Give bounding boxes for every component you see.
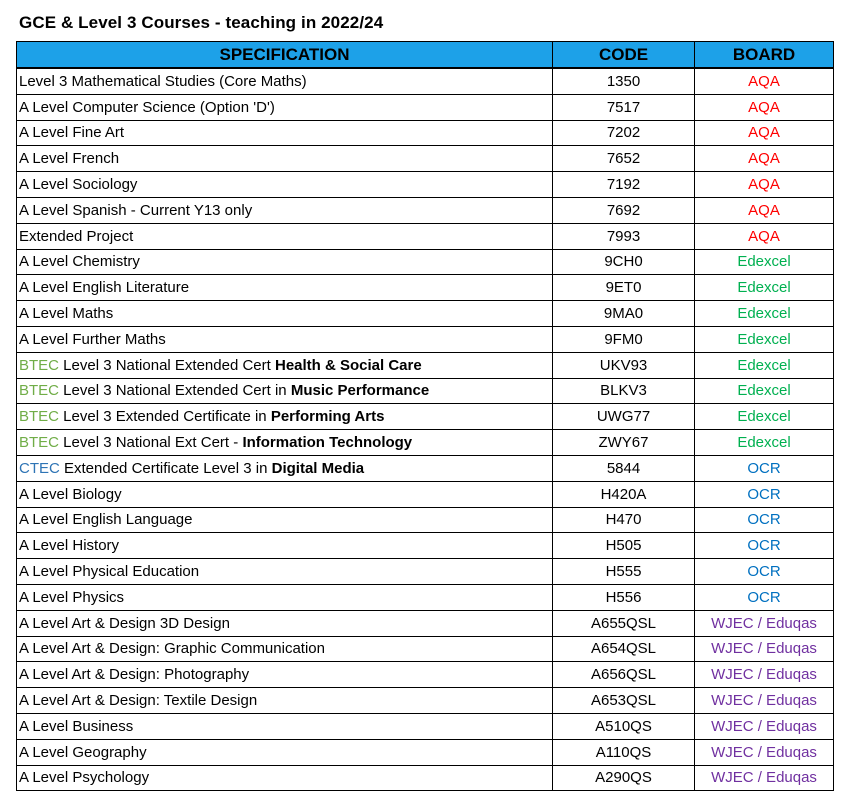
spec-cell bbox=[17, 481, 553, 507]
board-cell: AQA bbox=[695, 120, 834, 146]
spec-text: A Level Computer Science (Option 'D') bbox=[19, 98, 275, 116]
board-cell: AQA bbox=[695, 197, 834, 223]
spec-cell bbox=[17, 636, 553, 662]
spec-cell bbox=[17, 688, 553, 714]
board-cell: AQA bbox=[695, 94, 834, 120]
code-cell: 7202 bbox=[553, 120, 695, 146]
code-cell: 7692 bbox=[553, 197, 695, 223]
spec-cell bbox=[17, 94, 553, 120]
spec-subject-bold: Music Performance bbox=[290, 382, 430, 400]
spec-text: Level 3 Mathematical Studies (Core Maths) bbox=[19, 72, 307, 90]
code-cell: H556 bbox=[553, 584, 695, 610]
spec-text: A Level Art & Design: Photography bbox=[19, 666, 250, 684]
courses-table bbox=[16, 41, 834, 791]
spec-cell bbox=[17, 326, 553, 352]
code-cell: 7993 bbox=[553, 223, 695, 249]
qualification-prefix: BTEC bbox=[19, 408, 60, 426]
spec-text: A Level Psychology bbox=[19, 769, 150, 787]
code-cell: A655QSL bbox=[553, 610, 695, 636]
board-cell: Edexcel bbox=[695, 326, 834, 352]
board-cell: OCR bbox=[695, 507, 834, 533]
code-cell: ZWY67 bbox=[553, 430, 695, 456]
code-cell: UWG77 bbox=[553, 404, 695, 430]
board-cell: WJEC / Eduqas bbox=[695, 662, 834, 688]
spec-cell bbox=[17, 584, 553, 610]
table-row bbox=[17, 739, 834, 765]
code-cell: A510QS bbox=[553, 713, 695, 739]
board-cell: AQA bbox=[695, 68, 834, 94]
table-row bbox=[17, 430, 834, 456]
code-cell: 7192 bbox=[553, 172, 695, 198]
board-cell: WJEC / Eduqas bbox=[695, 610, 834, 636]
spec-text: A Level Geography bbox=[19, 743, 147, 761]
spec-cell bbox=[17, 172, 553, 198]
board-cell: AQA bbox=[695, 146, 834, 172]
table-header-row bbox=[17, 42, 834, 69]
table-row bbox=[17, 559, 834, 585]
board-cell: WJEC / Eduqas bbox=[695, 636, 834, 662]
spec-text: A Level Fine Art bbox=[19, 124, 125, 142]
code-cell: 9CH0 bbox=[553, 249, 695, 275]
board-cell: Edexcel bbox=[695, 249, 834, 275]
header-code: CODE bbox=[553, 42, 695, 69]
board-cell: AQA bbox=[695, 172, 834, 198]
spec-cell bbox=[17, 430, 553, 456]
table-row bbox=[17, 584, 834, 610]
qualification-prefix: BTEC bbox=[19, 434, 60, 452]
board-cell: WJEC / Eduqas bbox=[695, 688, 834, 714]
table-row bbox=[17, 378, 834, 404]
table-row bbox=[17, 301, 834, 327]
code-cell: 9FM0 bbox=[553, 326, 695, 352]
board-cell: Edexcel bbox=[695, 430, 834, 456]
spec-subject-bold: Digital Media bbox=[271, 459, 365, 477]
spec-text: A Level Further Maths bbox=[19, 330, 166, 348]
spec-text: A Level French bbox=[19, 150, 120, 168]
board-cell: OCR bbox=[695, 455, 834, 481]
board-cell: Edexcel bbox=[695, 301, 834, 327]
spec-text: A Level Business bbox=[19, 717, 134, 735]
code-cell: UKV93 bbox=[553, 352, 695, 378]
spec-text: Extended Project bbox=[19, 227, 134, 245]
board-cell: AQA bbox=[695, 223, 834, 249]
spec-text: A Level Sociology bbox=[19, 176, 138, 194]
table-row bbox=[17, 68, 834, 94]
spec-cell bbox=[17, 352, 553, 378]
table-row bbox=[17, 172, 834, 198]
spec-cell bbox=[17, 301, 553, 327]
table-row bbox=[17, 765, 834, 791]
code-cell: 7517 bbox=[553, 94, 695, 120]
qualification-prefix: BTEC bbox=[19, 356, 60, 374]
table-row bbox=[17, 249, 834, 275]
spec-cell bbox=[17, 713, 553, 739]
qualification-prefix: BTEC bbox=[19, 382, 60, 400]
board-cell: Edexcel bbox=[695, 352, 834, 378]
board-cell: WJEC / Eduqas bbox=[695, 739, 834, 765]
spec-cell bbox=[17, 223, 553, 249]
code-cell: 1350 bbox=[553, 68, 695, 94]
spec-cell bbox=[17, 275, 553, 301]
table-row bbox=[17, 713, 834, 739]
spec-text: Level 3 National Extended Cert bbox=[59, 356, 275, 374]
table-row bbox=[17, 507, 834, 533]
table-row bbox=[17, 275, 834, 301]
spec-subject-bold: Performing Arts bbox=[270, 408, 385, 426]
table-row bbox=[17, 636, 834, 662]
table-row bbox=[17, 481, 834, 507]
spec-text: A Level Art & Design 3D Design bbox=[19, 614, 230, 632]
board-cell: OCR bbox=[695, 584, 834, 610]
code-cell: H505 bbox=[553, 533, 695, 559]
spec-cell bbox=[17, 559, 553, 585]
spec-cell bbox=[17, 765, 553, 791]
board-cell: WJEC / Eduqas bbox=[695, 765, 834, 791]
table-row bbox=[17, 146, 834, 172]
code-cell: H555 bbox=[553, 559, 695, 585]
table-row bbox=[17, 223, 834, 249]
code-cell: 9MA0 bbox=[553, 301, 695, 327]
spec-cell bbox=[17, 197, 553, 223]
table-row bbox=[17, 662, 834, 688]
spec-cell bbox=[17, 249, 553, 275]
code-cell: 7652 bbox=[553, 146, 695, 172]
qualification-prefix: CTEC bbox=[19, 459, 60, 477]
spec-text: A Level Biology bbox=[19, 485, 122, 503]
spec-text: A Level Art & Design: Textile Design bbox=[19, 692, 258, 710]
spec-text: A Level History bbox=[19, 537, 120, 555]
board-cell: OCR bbox=[695, 559, 834, 585]
table-row bbox=[17, 455, 834, 481]
board-cell: OCR bbox=[695, 533, 834, 559]
code-cell: BLKV3 bbox=[553, 378, 695, 404]
spec-cell bbox=[17, 404, 553, 430]
code-cell: A653QSL bbox=[553, 688, 695, 714]
spec-text: Extended Certificate Level 3 in bbox=[59, 459, 272, 477]
spec-text: A Level Physical Education bbox=[19, 563, 200, 581]
code-cell: A654QSL bbox=[553, 636, 695, 662]
table-row bbox=[17, 326, 834, 352]
table-row bbox=[17, 610, 834, 636]
code-cell: A656QSL bbox=[553, 662, 695, 688]
spec-cell bbox=[17, 146, 553, 172]
spec-cell bbox=[17, 378, 553, 404]
code-cell: H470 bbox=[553, 507, 695, 533]
spec-text: Level 3 National Extended Cert in bbox=[59, 382, 291, 400]
board-cell: WJEC / Eduqas bbox=[695, 713, 834, 739]
board-cell: OCR bbox=[695, 481, 834, 507]
table-row bbox=[17, 120, 834, 146]
spec-subject-bold: Health & Social Care bbox=[274, 356, 422, 374]
code-cell: H420A bbox=[553, 481, 695, 507]
table-row bbox=[17, 197, 834, 223]
header-specification: SPECIFICATION bbox=[17, 42, 553, 69]
spec-cell bbox=[17, 739, 553, 765]
table-row bbox=[17, 94, 834, 120]
spec-text: A Level Spanish - Current Y13 only bbox=[19, 201, 253, 219]
code-cell: 9ET0 bbox=[553, 275, 695, 301]
spec-cell bbox=[17, 507, 553, 533]
spec-cell bbox=[17, 533, 553, 559]
spec-text: Level 3 National Ext Cert - bbox=[59, 434, 243, 452]
code-cell: 5844 bbox=[553, 455, 695, 481]
spec-text: A Level English Literature bbox=[19, 279, 190, 297]
spec-cell bbox=[17, 68, 553, 94]
spec-cell bbox=[17, 120, 553, 146]
header-board: BOARD bbox=[695, 42, 834, 69]
board-cell: Edexcel bbox=[695, 404, 834, 430]
spec-subject-bold: Information Technology bbox=[242, 434, 413, 452]
board-cell: Edexcel bbox=[695, 378, 834, 404]
spec-cell bbox=[17, 610, 553, 636]
spec-text: A Level Physics bbox=[19, 588, 125, 606]
table-row bbox=[17, 533, 834, 559]
table-row bbox=[17, 352, 834, 378]
spec-cell bbox=[17, 455, 553, 481]
table-row bbox=[17, 688, 834, 714]
spec-text: A Level Chemistry bbox=[19, 253, 140, 271]
spec-cell bbox=[17, 662, 553, 688]
code-cell: A290QS bbox=[553, 765, 695, 791]
spec-text: A Level English Language bbox=[19, 511, 193, 529]
table-body bbox=[17, 68, 834, 791]
document-title: GCE & Level 3 Courses - teaching in 2022/24 bbox=[19, 13, 384, 32]
table-row bbox=[17, 404, 834, 430]
spec-text: Level 3 Extended Certificate in bbox=[59, 408, 271, 426]
code-cell: A110QS bbox=[553, 739, 695, 765]
spec-text: A Level Maths bbox=[19, 305, 114, 323]
board-cell: Edexcel bbox=[695, 275, 834, 301]
spec-text: A Level Art & Design: Graphic Communication bbox=[19, 640, 325, 658]
